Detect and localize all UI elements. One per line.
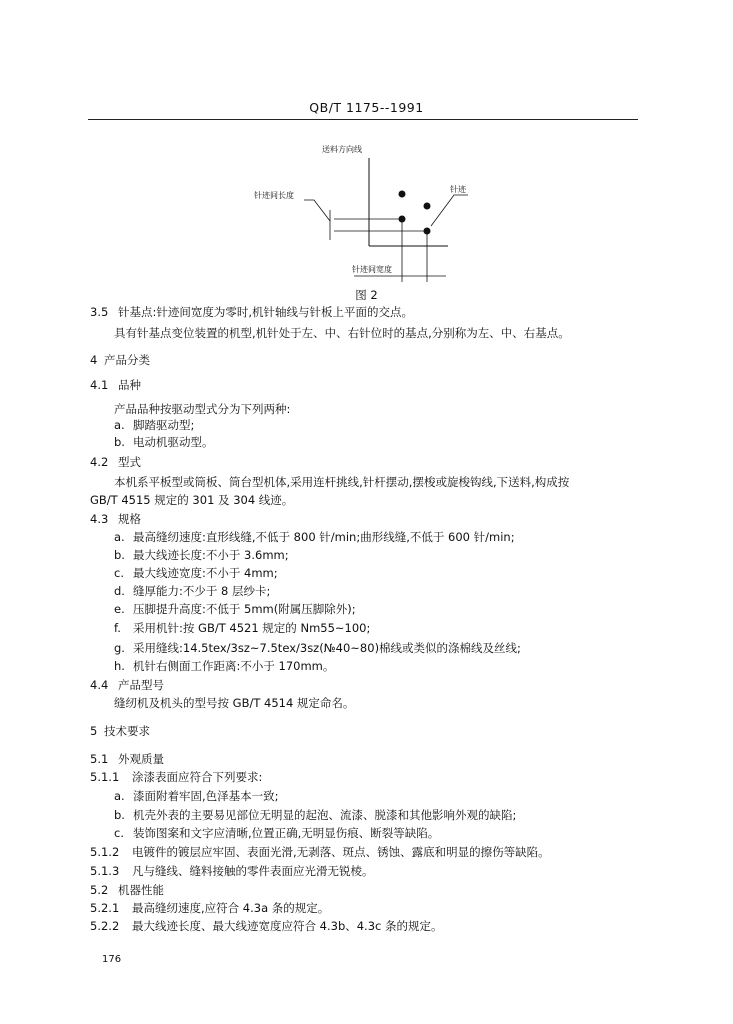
line-text: 装饰图案和文字应清晰,位置正确,无明显伤痕、断裂等缺陷。	[133, 826, 440, 840]
page-number: 176	[102, 954, 122, 965]
line-text: 最大线迹长度、最大线迹宽度应符合 4.3b、4.3c 条的规定。	[132, 919, 443, 933]
stitch-width-label: 针迹间宽度	[352, 265, 392, 274]
line-number: 5.1.3	[90, 864, 120, 878]
line-number: a.	[114, 418, 125, 432]
line-text: 型式	[118, 455, 141, 469]
line-text: 规格	[118, 512, 141, 526]
stitch-dot-right	[424, 203, 431, 210]
line-text: 凡与缝线、缝料接触的零件表面应光滑无锐棱。	[132, 864, 374, 878]
line-text: 漆面附着牢固,色泽基本一致;	[133, 789, 279, 803]
line-text: GB/T 4515 规定的 301 及 304 线迹。	[90, 493, 294, 507]
length-leader	[304, 200, 330, 221]
line-number: 4.4	[90, 678, 109, 692]
line-number: 5.2.2	[90, 919, 120, 933]
figure-caption: 图 2	[355, 288, 378, 302]
page-header: QB/T 1175--1991	[309, 100, 424, 115]
line-text: 最大线迹长度:不小于 3.6mm;	[133, 548, 289, 562]
line-text: 涂漆表面应符合下列要求:	[132, 770, 263, 784]
line-number: 5.1.2	[90, 845, 120, 859]
feed-direction-label: 送料方向线	[322, 145, 362, 154]
line-text: 采用机针:按 GB/T 4521 规定的 Nm55~100;	[133, 621, 371, 635]
line-number: b.	[114, 435, 125, 449]
header-rule	[88, 119, 638, 120]
line-text: 最大线迹宽度:不小于 4mm;	[133, 566, 278, 580]
line-text: 机壳外表的主要易见部位无明显的起泡、流漆、脱漆和其他影响外观的缺陷;	[133, 808, 517, 822]
line-text: 产品型号	[118, 678, 164, 692]
line-number: h.	[114, 659, 125, 673]
line-text: 品种	[118, 378, 141, 392]
line-number: g.	[114, 641, 125, 655]
line-number: 5.1.1	[90, 770, 120, 784]
stitch-label: 针迹	[450, 185, 466, 194]
line-number: f.	[114, 621, 121, 635]
figure-2-diagram	[210, 128, 510, 288]
line-number: 4.3	[90, 512, 109, 526]
line-text: 产品分类	[104, 353, 150, 367]
stitch-dot-top	[399, 191, 406, 198]
line-text: 脚踏驱动型;	[133, 418, 195, 432]
line-text: 电动机驱动型。	[133, 435, 214, 449]
line-text: 机针右侧面工作距离:不小于 170mm。	[133, 659, 335, 673]
line-text: 具有针基点变位装置的机型,机针处于左、中、右针位时的基点,分别称为左、中、右基点。	[114, 326, 570, 340]
line-text: 产品品种按驱动型式分为下列两种:	[114, 402, 291, 416]
line-number: c.	[114, 566, 124, 580]
line-number: a.	[114, 789, 125, 803]
line-number: c.	[114, 826, 124, 840]
line-text: 技术要求	[104, 724, 150, 738]
line-text: 缝纫机及机头的型号按 GB/T 4514 规定命名。	[114, 696, 355, 710]
line-number: 4.1	[90, 378, 109, 392]
line-number: 4	[90, 353, 98, 367]
line-text: 电镀件的镀层应牢固、表面光滑,无剥落、斑点、锈蚀、露底和明显的擦伤等缺陷。	[132, 845, 550, 859]
line-number: 3.5	[90, 305, 109, 319]
line-number: 5.2.1	[90, 901, 120, 915]
line-number: d.	[114, 584, 125, 598]
line-text: 针基点:针迹间宽度为零时,机针轴线与针板上平面的交点。	[118, 305, 414, 319]
line-text: 最高缝纫速度:直形线缝,不低于 800 针/min;曲形线缝,不低于 600 针/min;	[133, 530, 515, 544]
stitch-leader	[431, 195, 468, 226]
line-number: b.	[114, 548, 125, 562]
line-text: 采用缝线:14.5tex/3sz~7.5tex/3sz(№40~80)棉线或类似的涤棉线及丝线;	[133, 641, 521, 655]
line-text: 机器性能	[118, 883, 164, 897]
line-text: 缝厚能力:不少于 8 层纱卡;	[133, 584, 271, 598]
line-number: e.	[114, 602, 125, 616]
line-text: 最高缝纫速度,应符合 4.3a 条的规定。	[132, 901, 330, 915]
line-number: 4.2	[90, 455, 109, 469]
line-text: 本机系平板型或筒板、筒台型机体,采用连杆挑线,针杆摆动,摆梭或旋梭钩线,下送料,构成按	[114, 475, 570, 489]
line-number: 5.1	[90, 752, 109, 766]
line-text: 外观质量	[118, 752, 164, 766]
line-number: a.	[114, 530, 125, 544]
line-number: b.	[114, 808, 125, 822]
line-number: 5	[90, 724, 98, 738]
line-text: 压脚提升高度:不低于 5mm(附属压脚除外);	[133, 602, 356, 616]
stitch-length-label: 针迹间长度	[254, 191, 294, 200]
line-number: 5.2	[90, 883, 109, 897]
